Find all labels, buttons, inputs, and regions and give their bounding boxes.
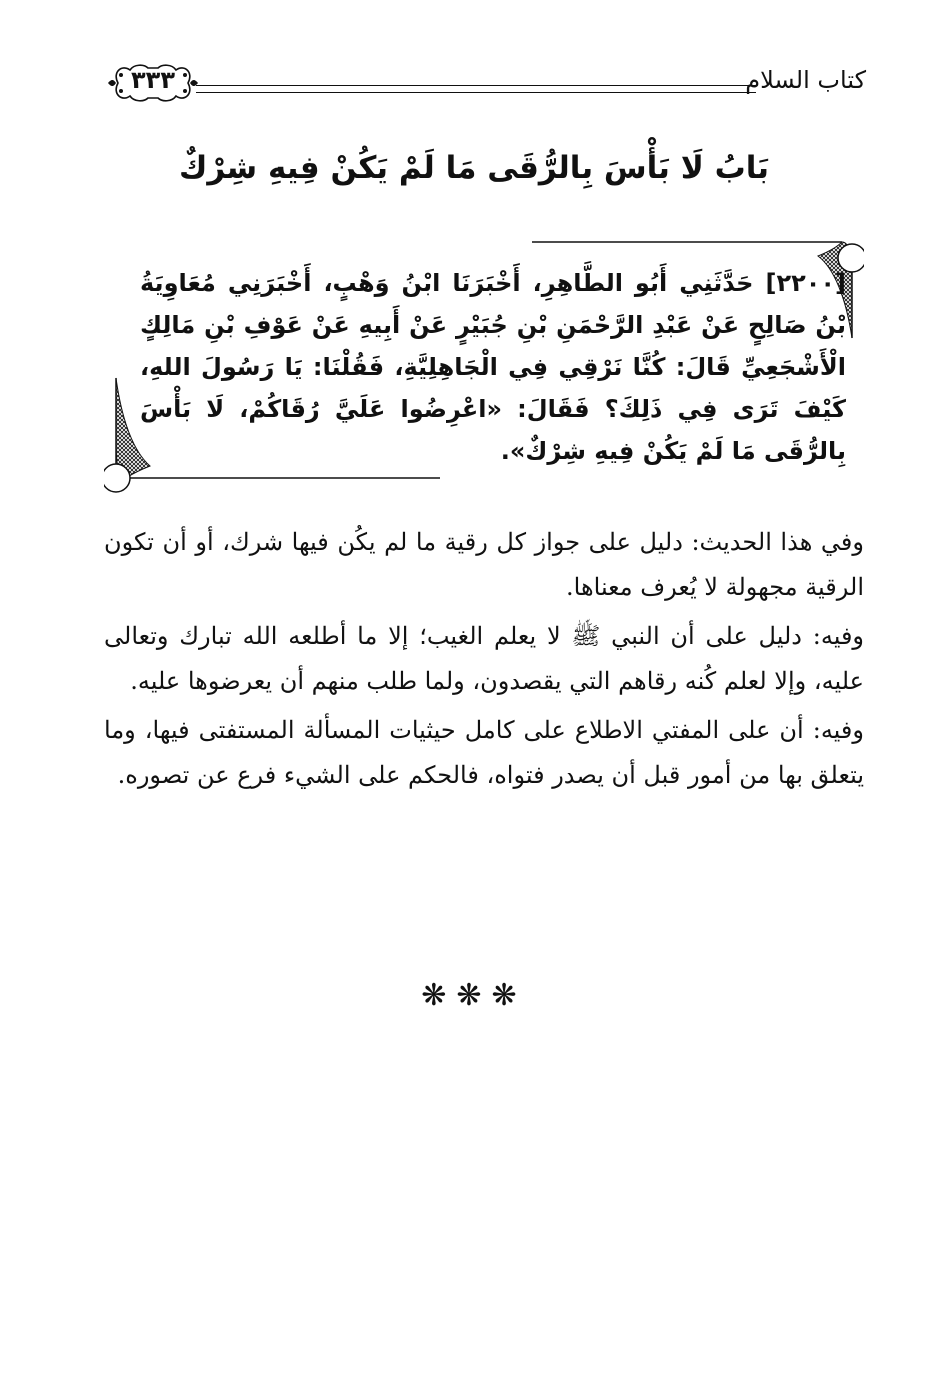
commentary bbox=[104, 520, 864, 802]
hadith-text: [٢٢٠٠] حَدَّثَنِي أَبُو الطَّاهِرِ، أَخْبَرَنَا ابْنُ وَهْبٍ، أَخْبَرَنِي مُعَاوِيَةُ بْنُ صَالِحٍ عَنْ عَبْدِ الرَّحْمَنِ بْنِ جُبَيْرٍ عَنْ أَبِيهِ عَنْ عَوْفِ بْنِ مَالِكٍ الْأَشْجَعِيِّ قَالَ: كُنَّا نَرْقِي فِي الْجَاهِلِيَّةِ، فَقُلْنَا: يَا رَسُولَ اللهِ، كَيْفَ تَرَى فِي ذَلِكَ؟ فَقَالَ: «اعْرِضُوا عَلَيَّ رُقَاكُمْ، لَا بَأْسَ بِالرُّقَى مَا لَمْ يَكُنْ فِيهِ شِرْكٌ». bbox=[140, 269, 846, 465]
commentary-paragraph: وفيه: دليل على أن النبي ﷺ لا يعلم الغيب؛ إلا ما أطلعه الله تبارك وتعالى عليه، وإلا لعلم كُنه رقاهم التي يقصدون، ولما طلب منهم أن يعرضوها عليه. bbox=[104, 622, 864, 695]
section-separator-stars: ❋❋❋ bbox=[421, 978, 527, 1013]
chapter-title: بَابُ لَا بَأْسَ بِالرُّقَى مَا لَمْ يَكُنْ فِيهِ شِرْكٌ bbox=[178, 150, 770, 186]
running-head-book-title: كتاب السلام bbox=[745, 66, 866, 94]
page-number: ٣٣٣ bbox=[131, 66, 175, 94]
commentary-paragraph: وفي هذا الحديث: دليل على جواز كل رقية ما لم يكُن فيها شرك، أو أن تكون الرقية مجهولة لا يُعرف معناها. bbox=[104, 528, 864, 601]
header-rule bbox=[196, 85, 756, 93]
commentary-paragraph: وفيه: أن على المفتي الاطلاع على كامل حيثيات المسألة المستفتى فيها، وما يتعلق بها من أمور قبل أن يصدر فتواه، فالحكم على الشيء فرع عن تصوره. bbox=[104, 716, 864, 789]
